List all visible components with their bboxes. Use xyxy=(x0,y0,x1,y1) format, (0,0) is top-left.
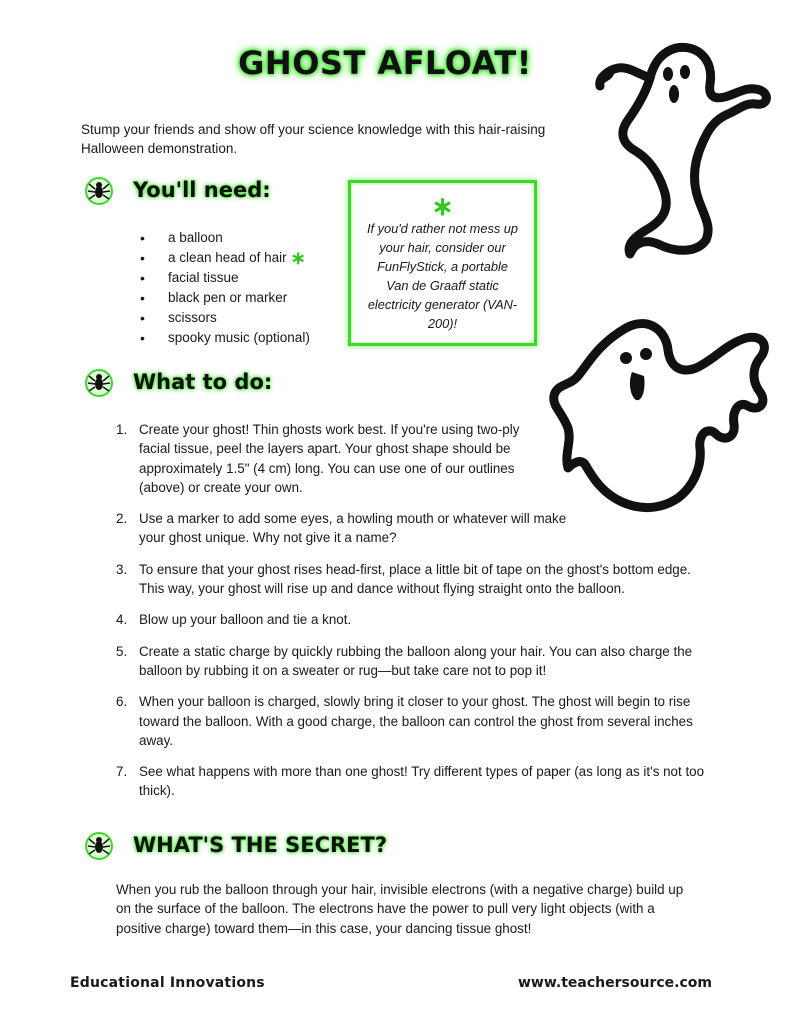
intro-text: Stump your friends and show off your science knowledge with this hair-raising Halloween demonstration. xyxy=(81,122,546,156)
page-title: GHOST AFLOAT! xyxy=(238,44,532,82)
secret-text: When you rub the balloon through your hair, invisible electrons (with a negative charge) build up on the surface of the balloon. The electrons have the power to pull very light objects (with a positive charge) toward them—in this case, your dancing tissue ghost! xyxy=(116,882,684,936)
list-item: • a balloon xyxy=(140,228,310,248)
spider-icon xyxy=(84,176,114,206)
list-item: • facial tissue xyxy=(140,268,310,288)
steps-list xyxy=(116,420,716,813)
list-item: 5. Create a static charge by quickly rubbing the balloon along your hair. You can also charge the balloon by rubbing it on a sweater or rug—but take care not to pop it! xyxy=(116,643,693,678)
asterisk-icon: ∗ xyxy=(431,191,454,221)
list-item: 3. To ensure that your ghost rises head-first, place a little bit of tape on the ghost's bottom edge. This way, your ghost will rise up and dance without flying straight onto the balloon. xyxy=(116,561,691,597)
list-item: 2. Use a marker to add some eyes, a howling mouth or whatever will make your ghost unique. Why not give it a name? xyxy=(116,511,567,546)
spider-icon xyxy=(84,368,114,398)
list-item: • spooky music (optional) xyxy=(140,328,310,348)
list-item: 4. Blow up your balloon and tie a knot. xyxy=(116,612,352,628)
footer-brand: Educational Innovations xyxy=(70,975,265,991)
list-item: 7. See what happens with more than one ghost! Try different types of paper (as long as it's not too thick). xyxy=(116,764,705,799)
callout-box xyxy=(348,180,537,346)
list-item: • scissors xyxy=(140,308,310,328)
needs-heading: You'll need: xyxy=(133,178,271,202)
steps-heading: What to do: xyxy=(133,370,273,394)
asterisk-icon: ∗ xyxy=(290,248,306,268)
list-item: • a clean head of hair ∗ xyxy=(140,248,310,268)
list-item: 6. When your balloon is charged, slowly bring it closer to your ghost. The ghost will begin to rise toward the balloon. With a good charge, the balloon can control the ghost from several inches away. xyxy=(116,694,693,748)
ghost-top-illustration xyxy=(588,40,778,260)
needs-list xyxy=(140,228,310,348)
spider-icon xyxy=(84,831,114,861)
callout-text: If you'd rather not mess up your hair, consider our FunFlyStick, a portable Van de Graaff static electricity generator (VAN-200)! xyxy=(366,221,519,331)
secret-heading: WHAT'S THE SECRET? xyxy=(133,833,388,857)
list-item: • black pen or marker xyxy=(140,288,310,308)
list-item: 1. Create your ghost! Thin ghosts work best. If you're using two-ply facial tissue, peel the layers apart. Your ghost shape should be approximately 1.5" (4 cm) long. You can use one of our outlines (above) or create your own. xyxy=(116,422,520,495)
footer-url: www.teachersource.com xyxy=(518,975,712,991)
